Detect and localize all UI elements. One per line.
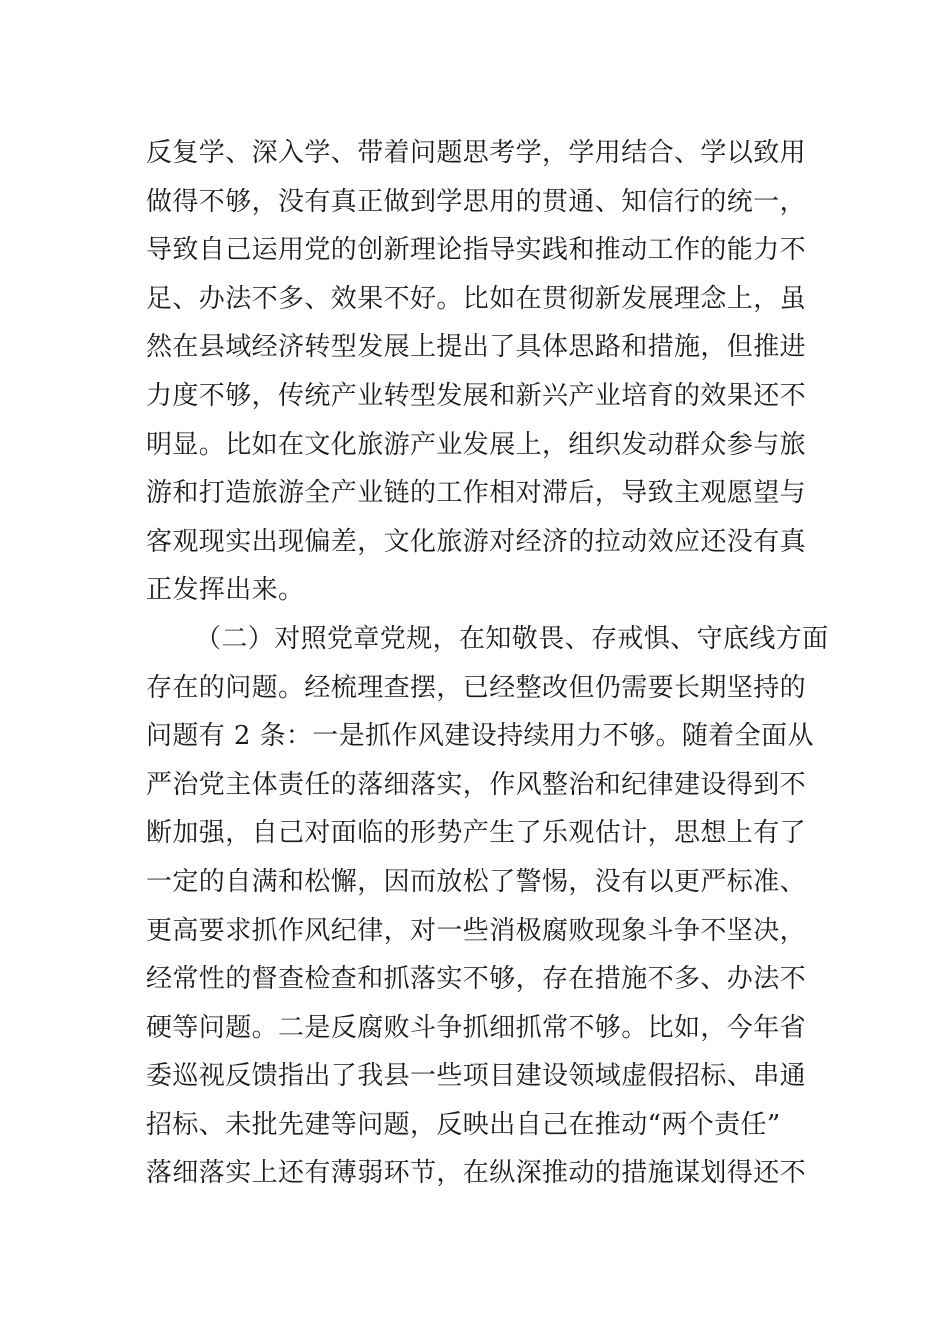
paragraph-2 — [146, 615, 829, 1198]
text-line: 一定的自满和松懈，因而放松了警惕，没有以更严标准、 — [146, 866, 807, 897]
text-line: 客观现实出现偏差，文化旅游对经济的拉动效应还没有真 — [146, 526, 807, 557]
text-line: 硬等问题。二是反腐败斗争抓细抓常不够。比如，今年省 — [146, 1012, 807, 1043]
text-line: 明显。比如在文化旅游产业发展上，组织发动群众参与旅 — [146, 429, 807, 460]
text-line: 足、办法不多、效果不好。比如在贯彻新发展理念上，虽 — [146, 283, 807, 314]
text-line: 做得不够，没有真正做到学思用的贯通、知信行的统一， — [146, 186, 807, 217]
text-line: 更高要求抓作风纪律，对一些消极腐败现象斗争不坚决， — [146, 915, 807, 946]
text-line: 力度不够，传统产业转型发展和新兴产业培育的效果还不 — [146, 380, 807, 411]
text-line: 严治党主体责任的落细落实，作风整治和纪律建设得到不 — [146, 769, 807, 800]
text-line: 游和打造旅游全产业链的工作相对滞后，导致主观愿望与 — [146, 478, 807, 509]
text-line: 正发挥出来。 — [146, 575, 305, 606]
text-line: 反复学、深入学、带着问题思考学，学用结合、学以致用 — [146, 138, 807, 168]
paragraph-1 — [146, 129, 811, 615]
text-line: 委巡视反馈指出了我县一些项目建设领域虚假招标、串通 — [146, 1061, 807, 1092]
text-line: 然在县域经济转型发展上提出了具体思路和措施，但推进 — [146, 332, 807, 363]
document-body — [146, 129, 829, 1198]
text-line: 导致自己运用党的创新理论指导实践和推动工作的能力不 — [146, 235, 807, 266]
text-line: 落细落实上还有薄弱环节，在纵深推动的措施谋划得还不 — [146, 1158, 807, 1189]
text-line: 问题有 2 条：一是抓作风建设持续用力不够。随着全面从 — [146, 721, 814, 752]
text-line: 断加强，自己对面临的形势产生了乐观估计，思想上有了 — [146, 818, 807, 849]
text-line: 经常性的督查检查和抓落实不够，存在措施不多、办法不 — [146, 964, 807, 995]
text-line: 存在的问题。经梳理查摆，已经整改但仍需要长期坚持的 — [146, 672, 807, 703]
section-heading-line: （二）对照党章党规，在知敬畏、存戒惧、守底线方面 — [195, 623, 829, 654]
text-line: 招标、未批先建等问题，反映出自己在推动“两个责任” — [146, 1109, 781, 1140]
